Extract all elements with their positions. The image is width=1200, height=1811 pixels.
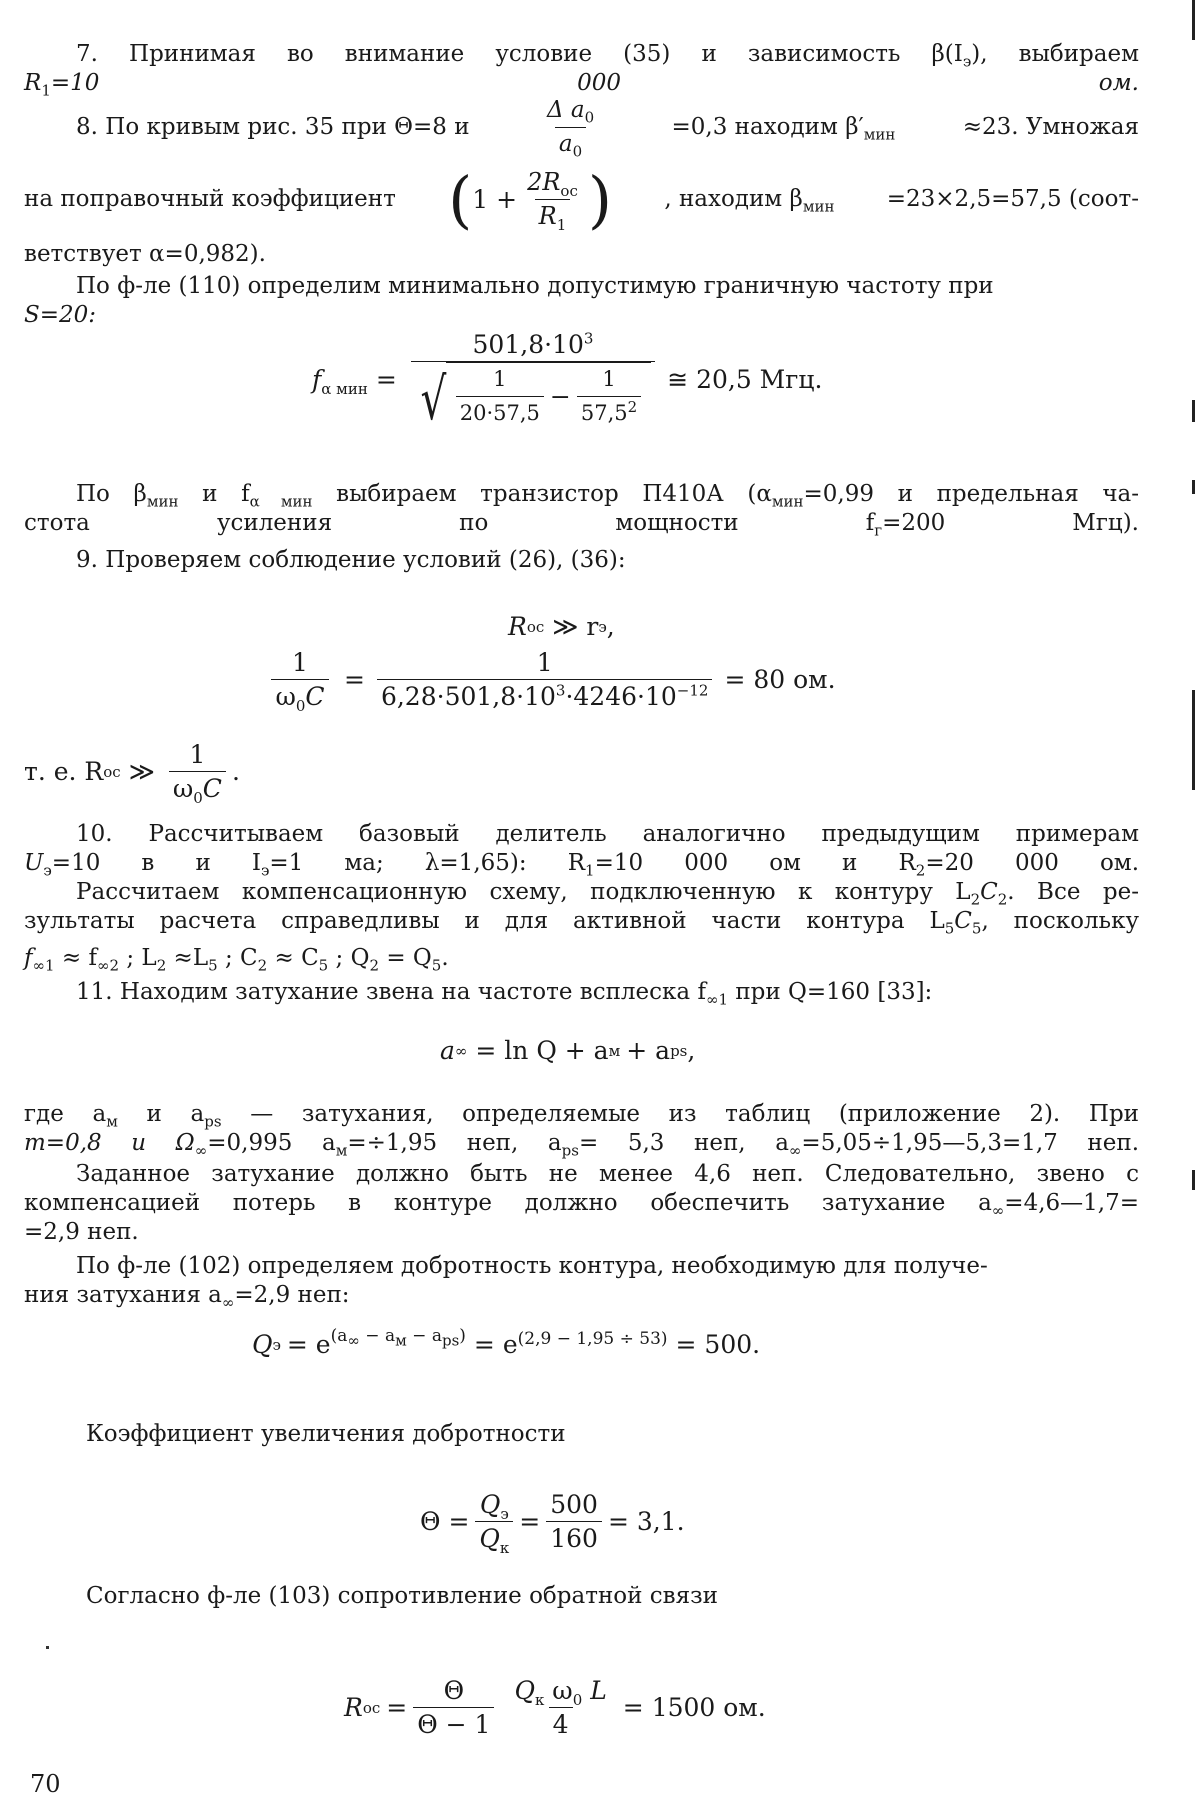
scan-edge-mark bbox=[1192, 690, 1195, 790]
paragraph-coefficient: Коэффициент увеличения добротности bbox=[86, 1421, 566, 1447]
scan-edge-mark bbox=[1192, 400, 1195, 422]
paragraph-quality-factor: По ф-ле (102) определяем добротность контура, необходимую для получе- ния затухания $a_\infty=2,9$ неп: bbox=[24, 1253, 988, 1312]
paragraph-transistor: По $\beta_{мин}$ и $f_{\alpha мин}$ выбираем транзистор П410А ($\alpha_{мин}=0,99$ и предельная ча- стота усиления по мощности $f_г=200$ Мгц). bbox=[24, 481, 1140, 540]
equation-roc-condition: R ос ≫ r э , bbox=[508, 612, 615, 641]
equation-q-e: Q э = e $^{(a_\infty - a_м - a_{ps})}$ = e $^{(2,9 - 1,95 \div 53)}$ = 500. bbox=[252, 1326, 761, 1359]
equation-roc: R ос = $\frac{\Theta}{\Theta - 1}$ $\frac{Q_к \omega_0 L}{4}$ = 1500 ом. bbox=[344, 1676, 766, 1739]
paragraph-9: 9. Проверяем соблюдение условий (26), (36): bbox=[76, 547, 626, 573]
paragraph-11: 11. Находим затухание звена на частоте всплеска $f_{\infty 1}$ при Q=160 [33]: bbox=[76, 979, 933, 1009]
page-number: 70 bbox=[30, 1770, 61, 1798]
paragraph-7: 7. Принимая во внимание условие (35) и зависимость $\beta(I_э)$, выбираем $R_1=10$ 000 ом. bbox=[24, 41, 1139, 100]
scan-speck bbox=[46, 1646, 49, 1649]
paragraph-feedback-resistance: Согласно ф-ле (103) сопротивление обратной связи bbox=[86, 1583, 718, 1609]
equation-reactance: $\frac{1}{\omega_0C}$ = $\frac{1}{6,28\cdot 501,8\cdot 10^3\cdot 4246\cdot 10^{-12}}$ = 80 ом. bbox=[262, 648, 836, 711]
scan-edge-mark bbox=[1192, 0, 1195, 40]
equation-f-alpha-min: $f_{\alpha мин}$ = $501,8\cdot 10^3$ √ $\frac{1}{20\cdot 57,5}$ − $\frac{1}{57,5^2}$ ≅ 20,5 Мгц. bbox=[312, 329, 823, 433]
paragraph-where: где $a_м$ и $a_{ps}$ — затухания, определяемые из таблиц (приложение 2). При m=0,8 и $\Omega_\infty=0,995$ $a_м=\div 1,95$ неп, $a_{ps}= 5,3$ неп, $a_\infty=5,05\div 1,95—5,3=1,7$ неп. bbox=[24, 1101, 1140, 1160]
scan-edge-mark bbox=[1192, 1170, 1195, 1190]
paragraph-compensation: Рассчитаем компенсационную схему, подключенную к контуру $L_2C_2$. Все ре- зультаты расчета справедливы и для активной части контура $L_5C_5$, поскольку bbox=[24, 879, 1139, 938]
paragraph-frequency: По ф-ле (110) определим минимально допустимую граничную частоту при S=20: bbox=[24, 273, 994, 328]
delta-a-fraction: $\frac{\Delta a_0}{a_0}$ bbox=[546, 97, 595, 161]
compensation-relations: $f_{\infty 1} \approx f_{\infty 2}$ ; $L_2 \approx L_5$ ; $C_2 \approx C_5$ ; $Q_2 = Q_5$. bbox=[24, 945, 449, 975]
paragraph-8-line-1: 8. По кривым рис. 35 при Θ=8 и $\frac{\Delta a_0}{a_0}$ =0,3 находим $\beta'_{мин}$ ≈23. Умножая bbox=[76, 97, 1139, 161]
scan-edge-mark bbox=[1192, 480, 1195, 494]
required-attenuation-result: =2,9 неп. bbox=[24, 1219, 139, 1245]
paragraph-10: 10. Рассчитываем базовый делитель аналогично предыдущим примерам $U_э=10$ в и $I_э=1$ ма; λ=1,65): $R_1=10$ 000 ом и $R_2=20$ 000 ом. bbox=[24, 821, 1139, 880]
paragraph-8-line-2: на поправочный коэффициент ( 1 + $\frac{2R_{ос}}{R_1}$ ) , находим $\beta_{мин}$ =23×2,5=57,5 (соот- bbox=[24, 162, 1139, 236]
paragraph-required-attenuation: Заданное затухание должно быть не менее 4,6 неп. Следовательно, звено с компенсацией потерь в контуре должно обеспечить затухание $a_\infty=4,6—1,7=$ bbox=[24, 1161, 1139, 1220]
equation-attenuation: a ∞ = ln Q + a м + a ps , bbox=[440, 1036, 696, 1065]
equation-roc-inequality: т. е. R ос ≫ $\frac{1}{\omega_0C}$ . bbox=[24, 740, 240, 807]
paragraph-8-line-3: ветствует α=0,982). bbox=[24, 241, 266, 267]
equation-theta: Θ = $\frac{Q_э}{Q_к}$ = $\frac{500}{160}$ = 3,1. bbox=[420, 1490, 685, 1557]
